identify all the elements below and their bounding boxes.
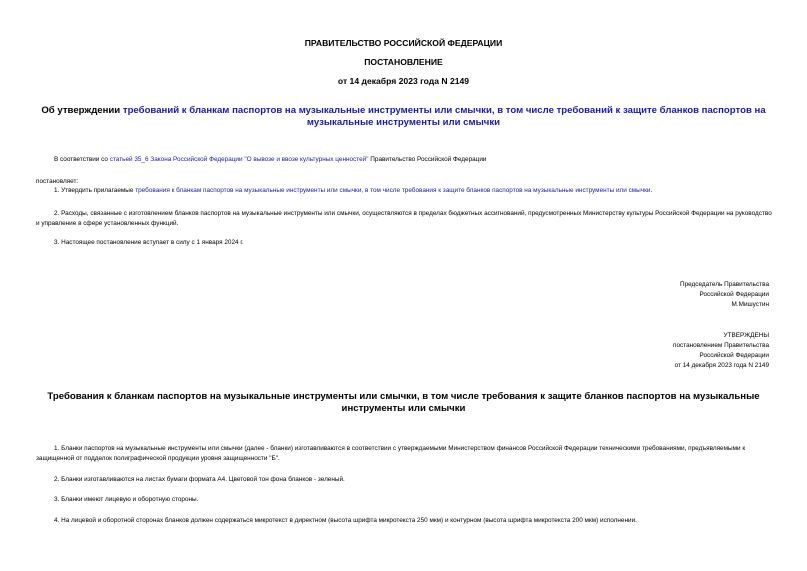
item-3: 3. Настоящее постановление вступает в силу с 1 января 2024 г. xyxy=(54,239,244,246)
signature-country: Российской Федерации xyxy=(699,291,769,298)
item-1-before: 1. Утвердить прилагаемые xyxy=(54,187,136,194)
government-heading: ПРАВИТЕЛЬСТВО РОССИЙСКОЙ ФЕДЕРАЦИИ xyxy=(304,38,503,48)
requirements-link[interactable]: требования к бланкам паспортов на музыкальные инструменты или смычки, в том числе требования к защите бланков паспортов на музыкальные инструменты или смычки xyxy=(135,187,651,194)
item-2: 2. Расходы, связанные с изготовлением бланков паспортов на музыкальные инструменты или смычки, осуществляются в пределах бюджетных ассигнований, предусмотренных Министерству культуры Российской Федерации на руководство и управление в сфере установленных функций. xyxy=(36,210,772,227)
title-link[interactable]: требований к бланкам паспортов на музыкальные инструменты или смычки, в том числе требований к защите бланков паспортов на музыкальные инструменты или смычки xyxy=(122,105,766,128)
preamble-after: Правительство Российской Федерации xyxy=(368,156,487,163)
requirements-title: Требования к бланкам паспортов на музыкальные инструменты или смычки, в том числе требования к защите бланков паспортов на музыкальные инструменты или смычки xyxy=(47,391,760,414)
document-title xyxy=(36,105,771,129)
preamble-before: В соответствии со xyxy=(54,156,110,163)
requirement-2: 2. Бланки изготавливаются на листах бумаги формата А4. Цветовой тон фона бланков - зеленый. xyxy=(54,476,345,483)
approved-country: Российской Федерации xyxy=(699,352,769,359)
title-prefix: Об утверждении xyxy=(41,105,123,116)
requirement-4: 4. На лицевой и оборотной сторонах бланков должен содержаться микротекст в директном (высота шрифта микротекста 250 мкм) и контурном (высота шрифта микротекста 200 мкм) исполнении. xyxy=(54,517,637,524)
document-date-number: от 14 декабря 2023 года N 2149 xyxy=(337,76,470,86)
law-article-link[interactable]: статьей 35_6 Закона Российской Федерации "О вывозе и ввозе культурных ценностей" xyxy=(109,156,369,163)
item-1 xyxy=(54,186,774,196)
document-type-heading: ПОСТАНОВЛЕНИЕ xyxy=(364,57,443,67)
signature-title: Председатель Правительства xyxy=(680,281,769,288)
approval-block xyxy=(500,331,769,371)
approved-date: от 14 декабря 2023 года N 2149 xyxy=(674,362,769,369)
signature-block xyxy=(500,280,769,310)
item-1-after: . xyxy=(650,187,653,194)
requirement-1: 1. Бланки паспортов на музыкальные инструменты или смычки (далее - бланки) изготавливаются в соответствии с утверждаемыми Министерством финансов Российской Федерации техническими требованиями, предъявляемыми к защищенной от подделок полиграфической продукции уровня защищенности "Б". xyxy=(36,445,746,462)
decides-word: постановляет: xyxy=(36,178,79,185)
approved-by: постановлением Правительства xyxy=(673,342,769,349)
preamble-paragraph xyxy=(54,155,774,165)
signature-name: М.Мишустин xyxy=(731,301,769,308)
requirement-3: 3. Бланки имеют лицевую и оборотную стороны. xyxy=(54,496,199,503)
approved-word: УТВЕРЖДЕНЫ xyxy=(723,332,769,339)
